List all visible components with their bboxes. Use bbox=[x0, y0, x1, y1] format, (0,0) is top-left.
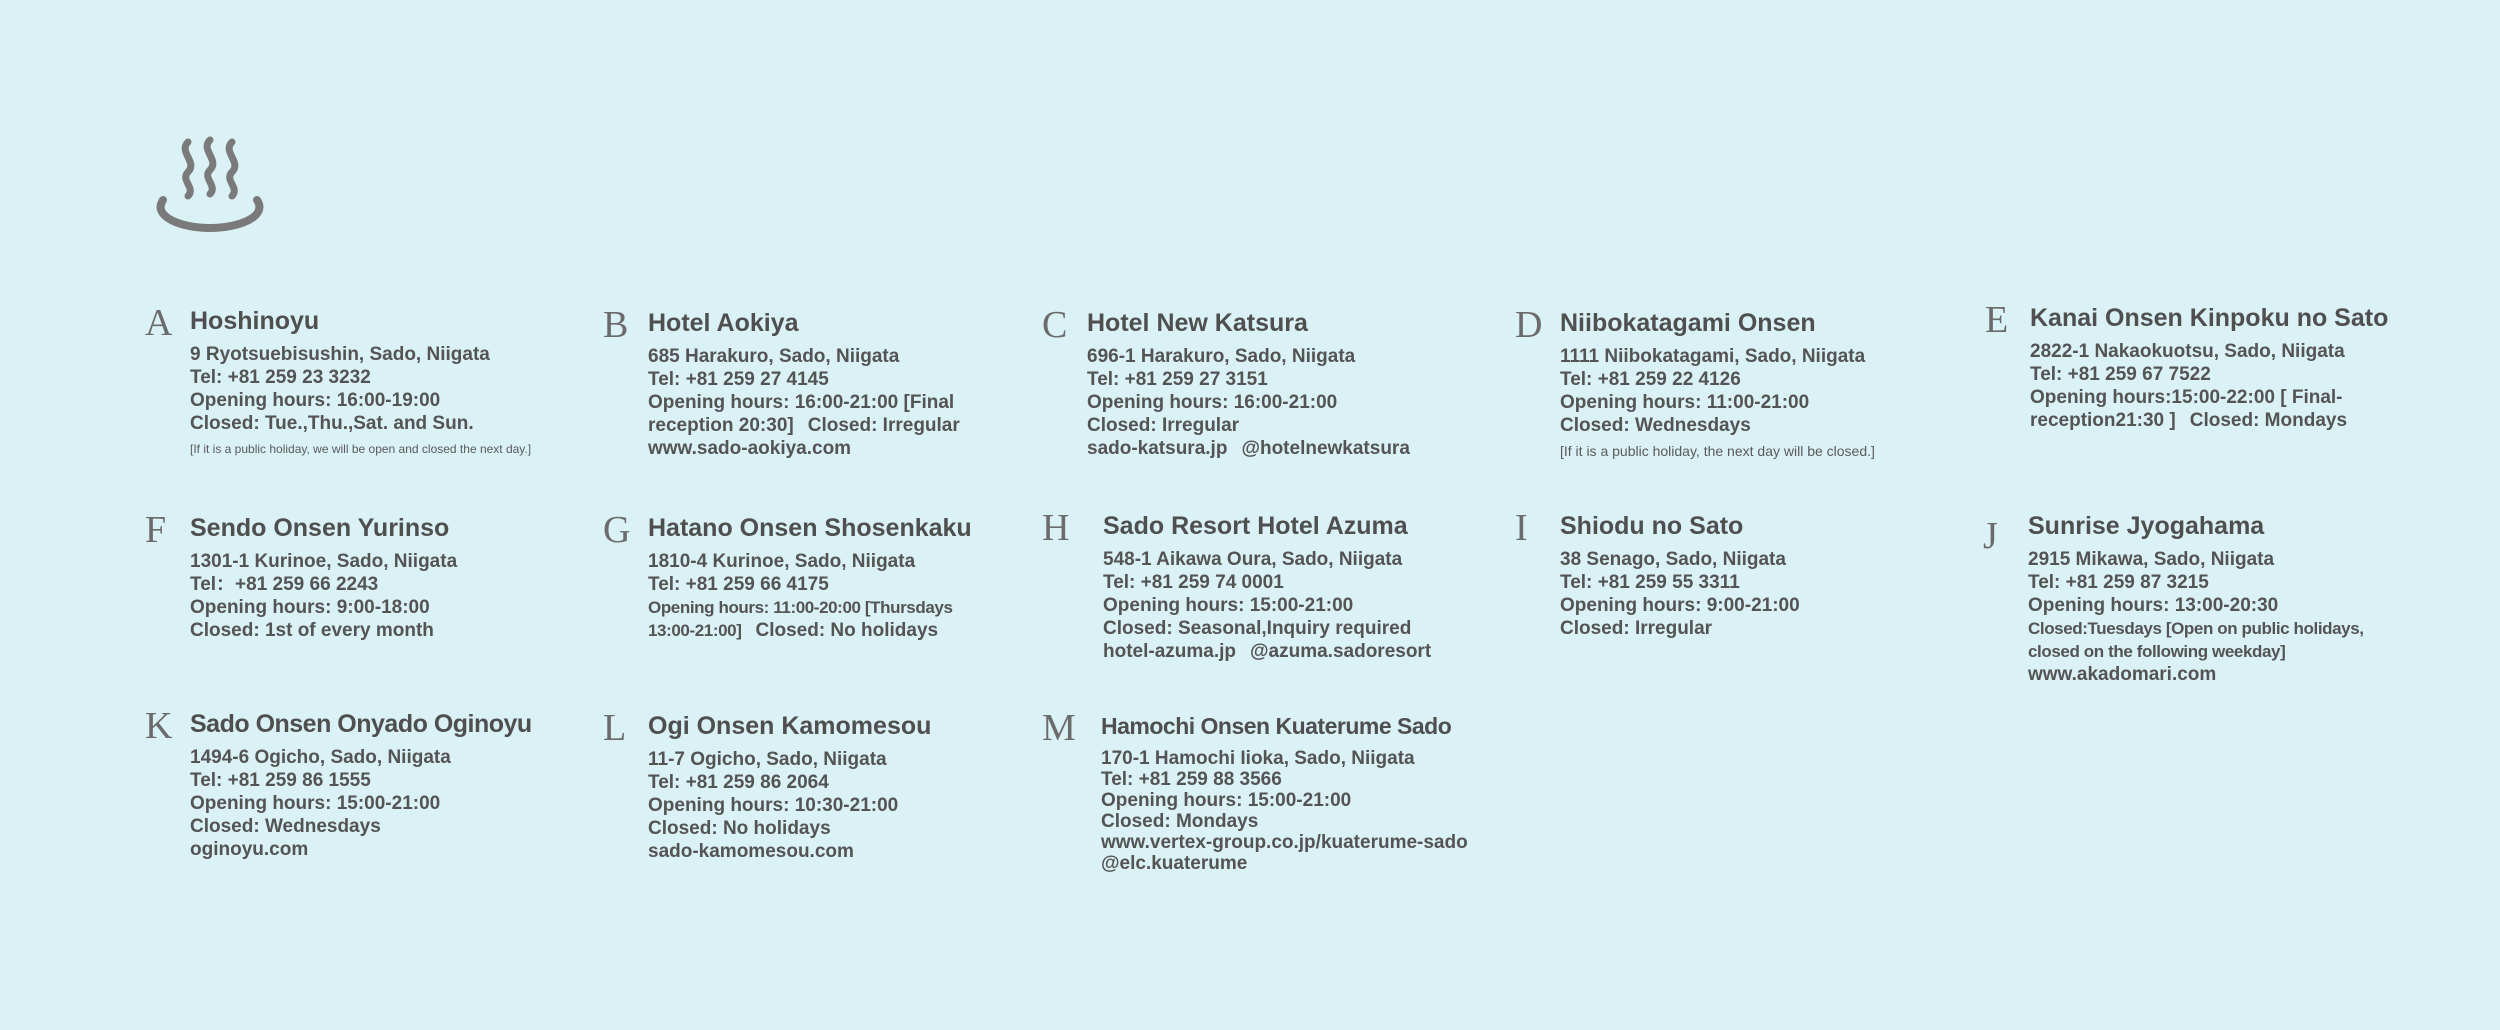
entry-letter: J bbox=[1983, 515, 1998, 557]
onsen-name: Hotel Aokiya bbox=[648, 309, 799, 337]
onsen-social[interactable]: @elc.kuaterume bbox=[1101, 853, 1248, 874]
onsen-hours: Opening hours: 16:00-21:00 bbox=[1087, 392, 1338, 413]
onsen-tel: Tel: +81 259 27 3151 bbox=[1087, 369, 1268, 390]
onsen-name: Niibokatagami Onsen bbox=[1560, 309, 1816, 337]
onsen-hours: Opening hours: 11:00-21:00 bbox=[1560, 392, 1810, 413]
onsen-website[interactable]: oginoyu.com bbox=[190, 839, 309, 860]
onsen-closed-cont: closed on the following weekday] bbox=[2028, 642, 2286, 661]
onsen-address: 2822-1 Nakaokuotsu, Sado, Niigata bbox=[2030, 341, 2345, 362]
onsen-tel: Tel: +81 259 66 4175 bbox=[648, 574, 829, 595]
onsen-entry-l bbox=[603, 707, 932, 863]
onsen-tel: Tel: +81 259 23 3232 bbox=[190, 367, 371, 388]
onsen-hours: Opening hours:15:00-22:00 [ Final- bbox=[2030, 387, 2343, 408]
onsen-tel: Tel: +81 259 55 3311 bbox=[1560, 572, 1740, 593]
onsen-website[interactable]: sado-kamomesou.com bbox=[648, 841, 854, 862]
onsen-entry-f bbox=[145, 509, 458, 642]
entry-letter: L bbox=[603, 707, 627, 749]
onsen-web-social-line bbox=[1103, 640, 1431, 663]
onsen-name: Hatano Onsen Shosenkaku bbox=[648, 514, 972, 542]
onsen-closed: Closed: No holidays bbox=[648, 818, 831, 839]
onsen-tel: Tel: +81 259 88 3566 bbox=[1101, 769, 1282, 790]
onsen-address: 696-1 Harakuro, Sado, Niigata bbox=[1087, 346, 1356, 367]
onsen-social[interactable]: @azuma.sadoresort bbox=[1250, 641, 1432, 662]
onsen-entry-g bbox=[603, 509, 972, 642]
onsen-hours: Opening hours: 16:00-19:00 bbox=[190, 390, 441, 411]
hot-spring-icon bbox=[150, 136, 270, 232]
onsen-address: 2915 Mikawa, Sado, Niigata bbox=[2028, 549, 2275, 570]
onsen-entry-i bbox=[1515, 507, 1800, 640]
onsen-entry-b bbox=[603, 304, 960, 460]
onsen-note: [If it is a public holiday, the next day will be closed.] bbox=[1560, 443, 1875, 459]
onsen-website[interactable]: www.akadomari.com bbox=[2028, 664, 2217, 685]
onsen-closed: Closed: Wednesdays bbox=[190, 816, 381, 837]
onsen-website[interactable]: www.sado-aokiya.com bbox=[648, 438, 852, 459]
onsen-note: [If it is a public holiday, we will be open and closed the next day.] bbox=[190, 442, 532, 456]
entry-letter: A bbox=[145, 302, 173, 344]
onsen-closed: Closed: Irregular bbox=[1560, 618, 1713, 639]
entry-letter: G bbox=[603, 509, 631, 551]
onsen-address: 1494-6 Ogicho, Sado, Niigata bbox=[190, 747, 451, 768]
onsen-entry-m bbox=[1042, 707, 1468, 874]
onsen-name: Ogi Onsen Kamomesou bbox=[648, 712, 932, 740]
onsen-tel: Tel: +81 259 22 4126 bbox=[1560, 369, 1741, 390]
onsen-entry-j bbox=[1983, 511, 2364, 686]
onsen-closed: Closed: Seasonal,Inquiry required bbox=[1103, 618, 1412, 639]
onsen-hours: Opening hours: 9:00-18:00 bbox=[190, 597, 430, 618]
onsen-closed: Closed: Wednesdays bbox=[1560, 415, 1751, 436]
onsen-name: Shiodu no Sato bbox=[1560, 512, 1744, 540]
onsen-hours-cont: 13:00-21:00] bbox=[648, 621, 742, 640]
onsen-tel: Tel：+81 259 66 2243 bbox=[190, 574, 379, 595]
onsen-closed: Closed: Tue.,Thu.,Sat. and Sun. bbox=[190, 413, 474, 434]
entry-letter: C bbox=[1042, 304, 1068, 346]
onsen-name: Sado Onsen Onyado Oginoyu bbox=[190, 710, 532, 738]
entry-letter: K bbox=[145, 705, 173, 747]
onsen-tel: Tel: +81 259 87 3215 bbox=[2028, 572, 2209, 593]
onsen-address: 685 Harakuro, Sado, Niigata bbox=[648, 346, 900, 367]
onsen-hours-closed-line bbox=[2030, 409, 2388, 432]
onsen-address: 11-7 Ogicho, Sado, Niigata bbox=[648, 749, 887, 770]
onsen-closed: Closed: Irregular bbox=[807, 415, 960, 436]
onsen-tel: Tel: +81 259 86 2064 bbox=[648, 772, 829, 793]
onsen-address: 38 Senago, Sado, Niigata bbox=[1560, 549, 1786, 570]
onsen-address: 548-1 Aikawa Oura, Sado, Niigata bbox=[1103, 549, 1403, 570]
onsen-hours: Opening hours: 10:30-21:00 bbox=[648, 795, 899, 816]
entry-letter: H bbox=[1042, 507, 1070, 549]
onsen-hours: Opening hours: 15:00-21:00 bbox=[190, 793, 441, 814]
onsen-closed: Closed:Tuesdays [Open on public holidays, bbox=[2028, 619, 2364, 638]
onsen-closed: Closed: Irregular bbox=[1087, 415, 1240, 436]
onsen-entry-a bbox=[145, 302, 532, 457]
onsen-entry-c bbox=[1042, 304, 1410, 460]
onsen-hours: Opening hours: 15:00-21:00 bbox=[1103, 595, 1354, 616]
onsen-entry-e bbox=[1985, 299, 2389, 432]
onsen-hours-cont: reception 20:30] bbox=[648, 415, 794, 436]
onsen-hours: Opening hours: 13:00-20:30 bbox=[2028, 595, 2279, 616]
onsen-website[interactable]: hotel-azuma.jp bbox=[1103, 641, 1237, 662]
onsen-website[interactable]: sado-katsura.jp bbox=[1087, 438, 1228, 459]
onsen-name: Hotel New Katsura bbox=[1087, 309, 1308, 337]
entry-letter: B bbox=[603, 304, 629, 346]
onsen-closed: Closed: 1st of every month bbox=[190, 620, 434, 641]
onsen-social[interactable]: @hotelnewkatsura bbox=[1241, 438, 1410, 459]
onsen-name: Hoshinoyu bbox=[190, 307, 320, 335]
onsen-closed: Closed: Mondays bbox=[1101, 811, 1259, 832]
onsen-address: 1301-1 Kurinoe, Sado, Niigata bbox=[190, 551, 458, 572]
onsen-address: 1810-4 Kurinoe, Sado, Niigata bbox=[648, 551, 916, 572]
onsen-name: Sunrise Jyogahama bbox=[2028, 512, 2265, 540]
onsen-name: Hamochi Onsen Kuaterume Sado bbox=[1101, 713, 1452, 739]
onsen-closed: Closed: Mondays bbox=[2189, 410, 2348, 431]
entry-letter: F bbox=[145, 509, 167, 551]
onsen-name: Sendo Onsen Yurinso bbox=[190, 514, 450, 542]
onsen-address: 170-1 Hamochi Iioka, Sado, Niigata bbox=[1101, 748, 1415, 769]
onsen-closed: Closed: No holidays bbox=[755, 620, 939, 641]
onsen-address: 1111 Niibokatagami, Sado, Niigata bbox=[1560, 346, 1866, 367]
onsen-hours-cont: reception21:30 ] bbox=[2030, 410, 2176, 431]
onsen-tel: Tel: +81 259 74 0001 bbox=[1103, 572, 1284, 593]
onsen-hours: Opening hours: 15:00-21:00 bbox=[1101, 790, 1352, 811]
onsen-tel: Tel: +81 259 86 1555 bbox=[190, 770, 371, 791]
onsen-hours: Opening hours: 9:00-21:00 bbox=[1560, 595, 1800, 616]
onsen-hours: Opening hours: 16:00-21:00 [Final bbox=[648, 392, 955, 413]
onsen-web-social-line bbox=[1087, 437, 1410, 460]
onsen-tel: Tel: +81 259 27 4145 bbox=[648, 369, 829, 390]
onsen-entry-k bbox=[145, 705, 532, 861]
onsen-entry-d bbox=[1515, 304, 1875, 459]
entry-letter: I bbox=[1515, 507, 1528, 549]
onsen-hours-closed-line bbox=[648, 414, 960, 437]
onsen-entry-h bbox=[1042, 507, 1432, 663]
onsen-name: Kanai Onsen Kinpoku no Sato bbox=[2030, 304, 2389, 332]
onsen-hours-closed-line bbox=[648, 619, 972, 642]
onsen-address: 9 Ryotsuebisushin, Sado, Niigata bbox=[190, 344, 490, 365]
onsen-tel: Tel: +81 259 67 7522 bbox=[2030, 364, 2211, 385]
entry-letter: E bbox=[1985, 299, 2009, 341]
entry-letter: M bbox=[1042, 707, 1076, 749]
entry-letter: D bbox=[1515, 304, 1543, 346]
onsen-website[interactable]: www.vertex-group.co.jp/kuaterume-sado bbox=[1101, 832, 1468, 853]
onsen-name: Sado Resort Hotel Azuma bbox=[1103, 512, 1408, 540]
onsen-hours: Opening hours: 11:00-20:00 [Thursdays bbox=[648, 598, 953, 617]
